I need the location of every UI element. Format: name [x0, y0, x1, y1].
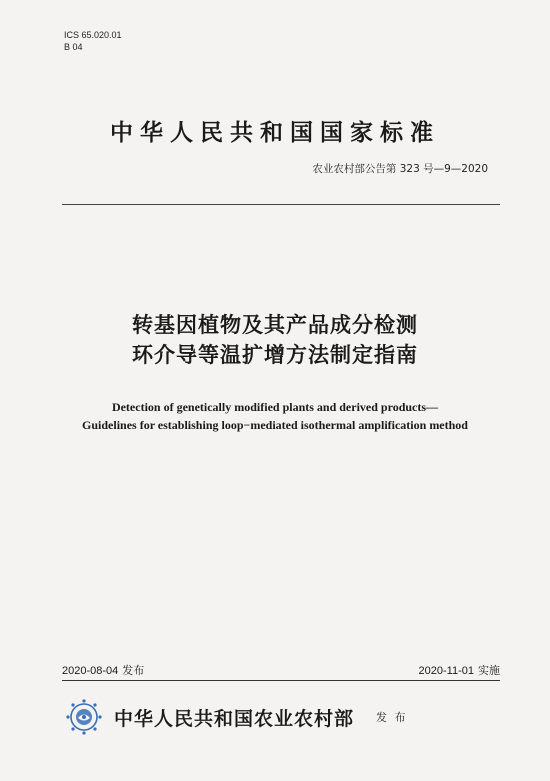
- chinese-title-line-2: 环介导等温扩增方法制定指南: [132, 343, 418, 367]
- top-divider: [62, 204, 500, 205]
- notice-number: 农业农村部公告第 323 号—9—2020: [312, 163, 488, 175]
- effective-date-block: [419, 662, 500, 678]
- english-title-line-1: Detection of genetically modified plants and derived products—: [111, 400, 439, 414]
- bottom-divider: [62, 680, 500, 681]
- issuing-authority: [62, 697, 408, 737]
- english-title: [0, 398, 550, 434]
- classification-codes: [64, 29, 122, 53]
- standard-type-heading: 中华人民共和国国家标准: [110, 120, 440, 146]
- effective-date: 2020-11-01: [418, 665, 474, 677]
- chinese-title-line-1: 转基因植物及其产品成分检测: [132, 313, 418, 337]
- issued-label: 发 布: [376, 711, 408, 724]
- english-title-line-2: Guidelines for establishing loop−mediated isothermal amplification method: [82, 418, 468, 432]
- issue-date: 2020-08-04: [62, 665, 119, 677]
- chinese-title: [0, 310, 550, 370]
- ccs-code: B 04: [64, 42, 83, 52]
- ministry-emblem-icon: [62, 697, 106, 737]
- ministry-name: 中华人民共和国农业农村部: [114, 707, 355, 730]
- ics-code: ICS 65.020.01: [64, 30, 122, 40]
- issue-date-block: [62, 662, 144, 678]
- issue-label: 发布: [122, 664, 145, 677]
- effective-label: 实施: [478, 664, 500, 677]
